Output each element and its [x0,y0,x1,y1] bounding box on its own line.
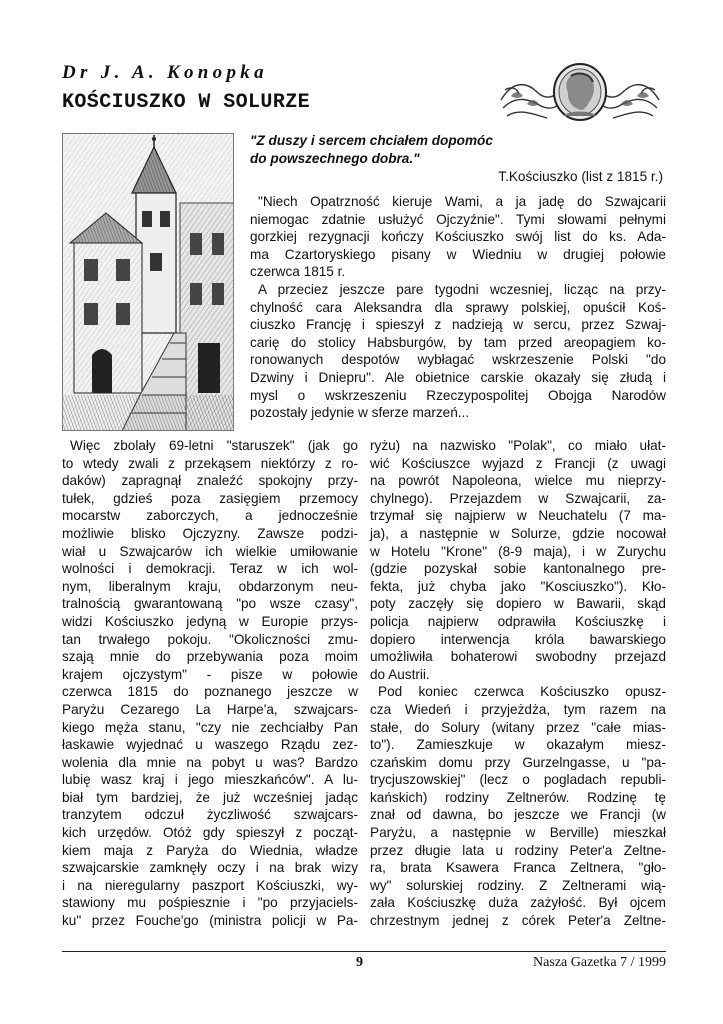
text-line: ryżu) na nazwisko "Polak", co miało ułat- [370,438,666,453]
text-line: i na nieregularny paszport Kościuszki, wy- [62,877,358,893]
text-line: ra, brata Ksawera Franca Zeltnera, "gło- [370,860,666,876]
ornamental-portrait-medallion [497,60,663,126]
text-line: szwajcarskie zamknęły oczy i na brak wizy [62,860,358,876]
text-line: chylność cara Aleksandra dla sprawy polskiej, opuścił Koś- [250,299,666,315]
text-line: cza Wiedeń i przyjeżdża, tym razem na [370,701,666,717]
text-line: mocarstw zaborczych, a jednocześnie [62,508,358,524]
intro-text [250,193,666,422]
text-line: ja), a następnie w Solurze, gdzie nocował [370,525,666,541]
text-line: przez długie lata u rodziny Peter'a Zeltne- [370,842,666,858]
publication-name: Nasza Gazetka 7 / 1999 [533,955,666,970]
text-line: łaskawie wyjednać u waszego Rządu zez- [62,737,358,753]
text-line: tan trwałego pokoju. "Okoliczności zmu- [62,631,358,647]
text-line: Pod koniec czerwca Kościuszko opusz- [378,684,666,700]
text-line: do Austrii. [370,666,430,682]
text-line: carię do stolicy Habsburgów, by tam przed areopagiem ko- [250,334,666,350]
text-line: lubię wasz kraj i jego mieszkańców". A lu- [62,772,358,788]
text-line: tułek, gdzieś poza zasięgiem przemocy [62,490,358,506]
page-number: 9 [356,955,363,970]
text-line: kiego męża stanu, "czy nie zechciałby Pan [62,719,358,735]
text-line: krajem ojczystym" - pisze w połowie [62,666,358,682]
text-line: stawiony mu pośpiesznie i "po przyjaciels- [62,895,358,911]
footer-rule [62,951,666,952]
text-line: kiem maja z Paryża do Wiednia, władze [62,842,358,858]
text-line: umożliwiła bohaterowi swobodny przejazd [370,649,666,665]
text-line: mysl o wskrzeszeniu Rzeczypospolitej Obojga Narodów [250,387,666,403]
text-line: możliwie blisko Ojczyzny. Zawsze podzi- [62,525,358,541]
text-line: A przeciez jeszcze pare tygodni wczesniej, licząc na przy- [258,281,666,297]
text-line: na powrót Napoleona, wielce mu nieprzy- [370,473,666,489]
text-line: znał od dawna, bo jeszcze we Francji (w [370,807,666,823]
text-line: tralnością gwarantowaną "po wsze czasy", [62,596,358,612]
text-line: Dzwiny i Dniepru". Ale obietnice carskie okazały się złudą i [250,369,666,385]
text-line: kańskich) rodziny Zeltnerów. Rodzinę tę [370,789,666,805]
text-line: poty zaczęły się dopiero w Bawarii, skąd [370,596,666,612]
text-line: w Hotelu "Krone" (8-9 maja), i w Zurychu [370,543,666,559]
text-line: widzi Kościuszko jedyną w Europie przys- [62,613,358,629]
text-line: ronowanych despotów wybłagać wskrzeszenie Polski "do [250,352,666,368]
tower-house-illustration [62,133,234,431]
text-line: to"). Zamieszkuje w okazałym miesz- [370,737,666,753]
text-line: Paryżu, a następnie w Berville) mieszkał [370,825,666,841]
text-line: wiał u Szwajcarów ich wielkie umiłowanie [62,543,358,559]
text-line: kich urzędów. Otóż gdy spieszył z począt- [62,825,358,841]
text-line: chrzestnym jednej z córek Peter'a Zeltne- [370,913,666,929]
article-title: KOŚCIUSZKO W SOLURZE [62,91,311,114]
text-line: wy" solurskiej rodziny. Z Zeltnerami wią- [370,877,666,893]
text-line: dopiero interwencja króla bawarskiego [370,631,666,647]
text-line: niemogac zdatnie usłużyć Ojczyźnie". Tymi słowami pełnymi [250,211,666,227]
text-line: nym, liberalnym kraju, obdarzonym neu- [62,578,358,594]
text-line: wolności i demokracji. Teraz w ich wol- [62,561,358,577]
text-line: gorzkiej rezygnacji kończy Kościuszko swój list do ks. Ada- [250,229,666,245]
text-line: ma Czartoryskiego pisany w Wiedniu w drugiej połowie [250,246,666,262]
text-line: czerwca 1815 r. [250,264,346,280]
text-line: szają mnie do przebywania poza moim [62,649,358,665]
epigraph-source: T.Kościuszko (list z 1815 r.) [498,169,663,184]
text-line: czerwca 1815 do poznanego jeszcze w [62,684,358,700]
text-line: daków) zapragnął znaleźć spokojny przy- [62,473,358,489]
text-line: czańskim domu przy Gurzelngasse, u "pa- [370,754,666,770]
text-line: trycjuszowskiej" (lecz o pogladach republi- [370,772,666,788]
text-line: stałe, do Solury (witany przez "całe mias- [370,719,666,735]
text-line: Paryżu Cezarego La Harpe'a, szwajcars- [62,701,358,717]
epigraph [250,132,665,186]
text-line: trzymał się najpierw w Neuchatelu (7 ma- [370,508,666,524]
text-line: policja najpierw odprawiła Kościuszkę i [370,613,666,629]
left-column-text [62,437,358,930]
text-line: fekta, już chyba jako "Kosciuszko"). Kło- [370,578,666,594]
epigraph-line-1: "Z duszy i sercem chciałem dopomóc [250,133,493,148]
text-line: Więc zbolały 69-letni "staruszek" (jak go [70,438,358,453]
text-line: ciuszko Francję i spieszył z nadzieją w sercu, przez Szwaj- [250,317,666,333]
text-line: ku" przez Fouche'go (ministra policji w Pa- [62,913,358,929]
text-line: wolenia dla mnie na pobyt u was? Bardzo [62,754,358,770]
text-line: (gdzie pozyskał sobie kantonalnego pre- [370,561,666,577]
text-line: wić Kościuszce wyjazd z Francji (z uwagi [370,455,666,471]
right-column-text [370,437,666,930]
epigraph-line-2: do powszechnego dobra." [250,151,420,166]
author-name: Dr J. A. Konopka [62,62,268,83]
text-line: zała Kościuszkę duża zażyłość. Był ojcem [370,895,666,911]
text-line: chylnego). Przejazdem w Szwajcarii, za- [370,490,666,506]
text-line: "Niech Opatrzność kieruje Wami, a ja jadę do Szwajcarii [258,194,666,209]
text-line: pozostały jedynie w sferze marzeń... [250,405,470,421]
text-line: tranzytem odczuł życzliwość szwajcars- [62,807,358,823]
text-line: to wtedy zwali z przekąsem niektórzy z ro- [62,455,358,471]
text-line: biał tym bardziej, że już wcześniej jadąc [62,789,358,805]
